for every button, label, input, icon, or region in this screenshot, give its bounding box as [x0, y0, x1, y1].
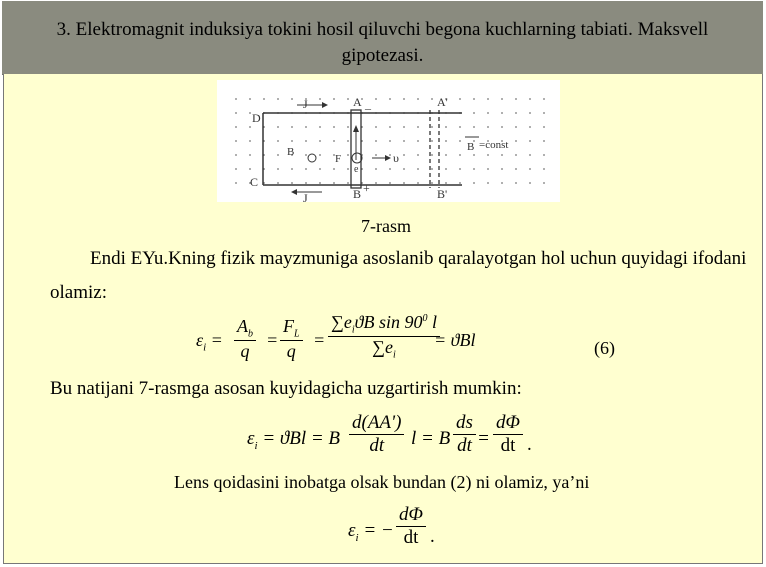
label-minus: _ [365, 97, 371, 111]
equation-6-label: (6) [594, 338, 615, 358]
slide-title-bar [2, 1, 763, 75]
equation-6: $\varepsilon_i$ = $\frac{A_b}{q}$ = $\frac{F_L}{q}$ = $\sum e_iϑB$ $\sin 90^0$ l $\sum e_i$ = ϑBl [196, 312, 476, 361]
paragraph-1-line-2: olamiz: [50, 282, 107, 303]
label-F-l: F [335, 153, 342, 165]
slide-title-line-2: gipotezasi. [341, 45, 424, 66]
label-D: D [252, 111, 261, 125]
label-velocity: υ [393, 151, 399, 165]
equation-emf-derivation: $\varepsilon_i = ϑBl = B$ $\frac{d(AA')}{dt}$ l = B $\frac{ds}{dt}$ = $\frac{d\Phi}{dt}$ . [247, 412, 532, 456]
figure-7 [217, 80, 560, 202]
label-A-prime: A' [437, 95, 448, 109]
label-current-top: J [303, 97, 308, 111]
slide-body [3, 74, 763, 564]
equation-lenz: $\varepsilon_i$ = − $\frac{d\Phi}{dt}$ . [348, 504, 435, 548]
paragraph-1-line-1: Endi EYu.Kning fizik mayzmuniga asoslanib qaralayotgan hol uchun quyidagi ifodani [90, 248, 747, 269]
label-C: C [250, 175, 259, 189]
label-current-bottom: J [303, 191, 308, 202]
label-B-field: B [467, 141, 475, 153]
label-B-left: B [287, 146, 295, 158]
label-A: A [353, 95, 362, 109]
paragraph-3: Lens qoidasini inobatga olsak bundan (2) ni olamiz, ya’ni [174, 472, 590, 492]
label-B: B [353, 187, 362, 201]
paragraph-2: Bu natijani 7-rasmga asosan kuyidagicha uzgartirish mumkin: [50, 378, 522, 399]
label-plus: + [363, 181, 370, 195]
label-electron: e [354, 164, 359, 175]
label-B-const: =const [479, 139, 509, 151]
label-B-prime: B' [437, 187, 448, 201]
figure-caption: 7-rasm [361, 216, 411, 236]
induction-diagram [217, 80, 560, 202]
slide-title-line-1: 3. Elektromagnit induksiya tokini hosil qiluvchi begona kuchlarning tabiati. Maksvell [56, 19, 709, 40]
